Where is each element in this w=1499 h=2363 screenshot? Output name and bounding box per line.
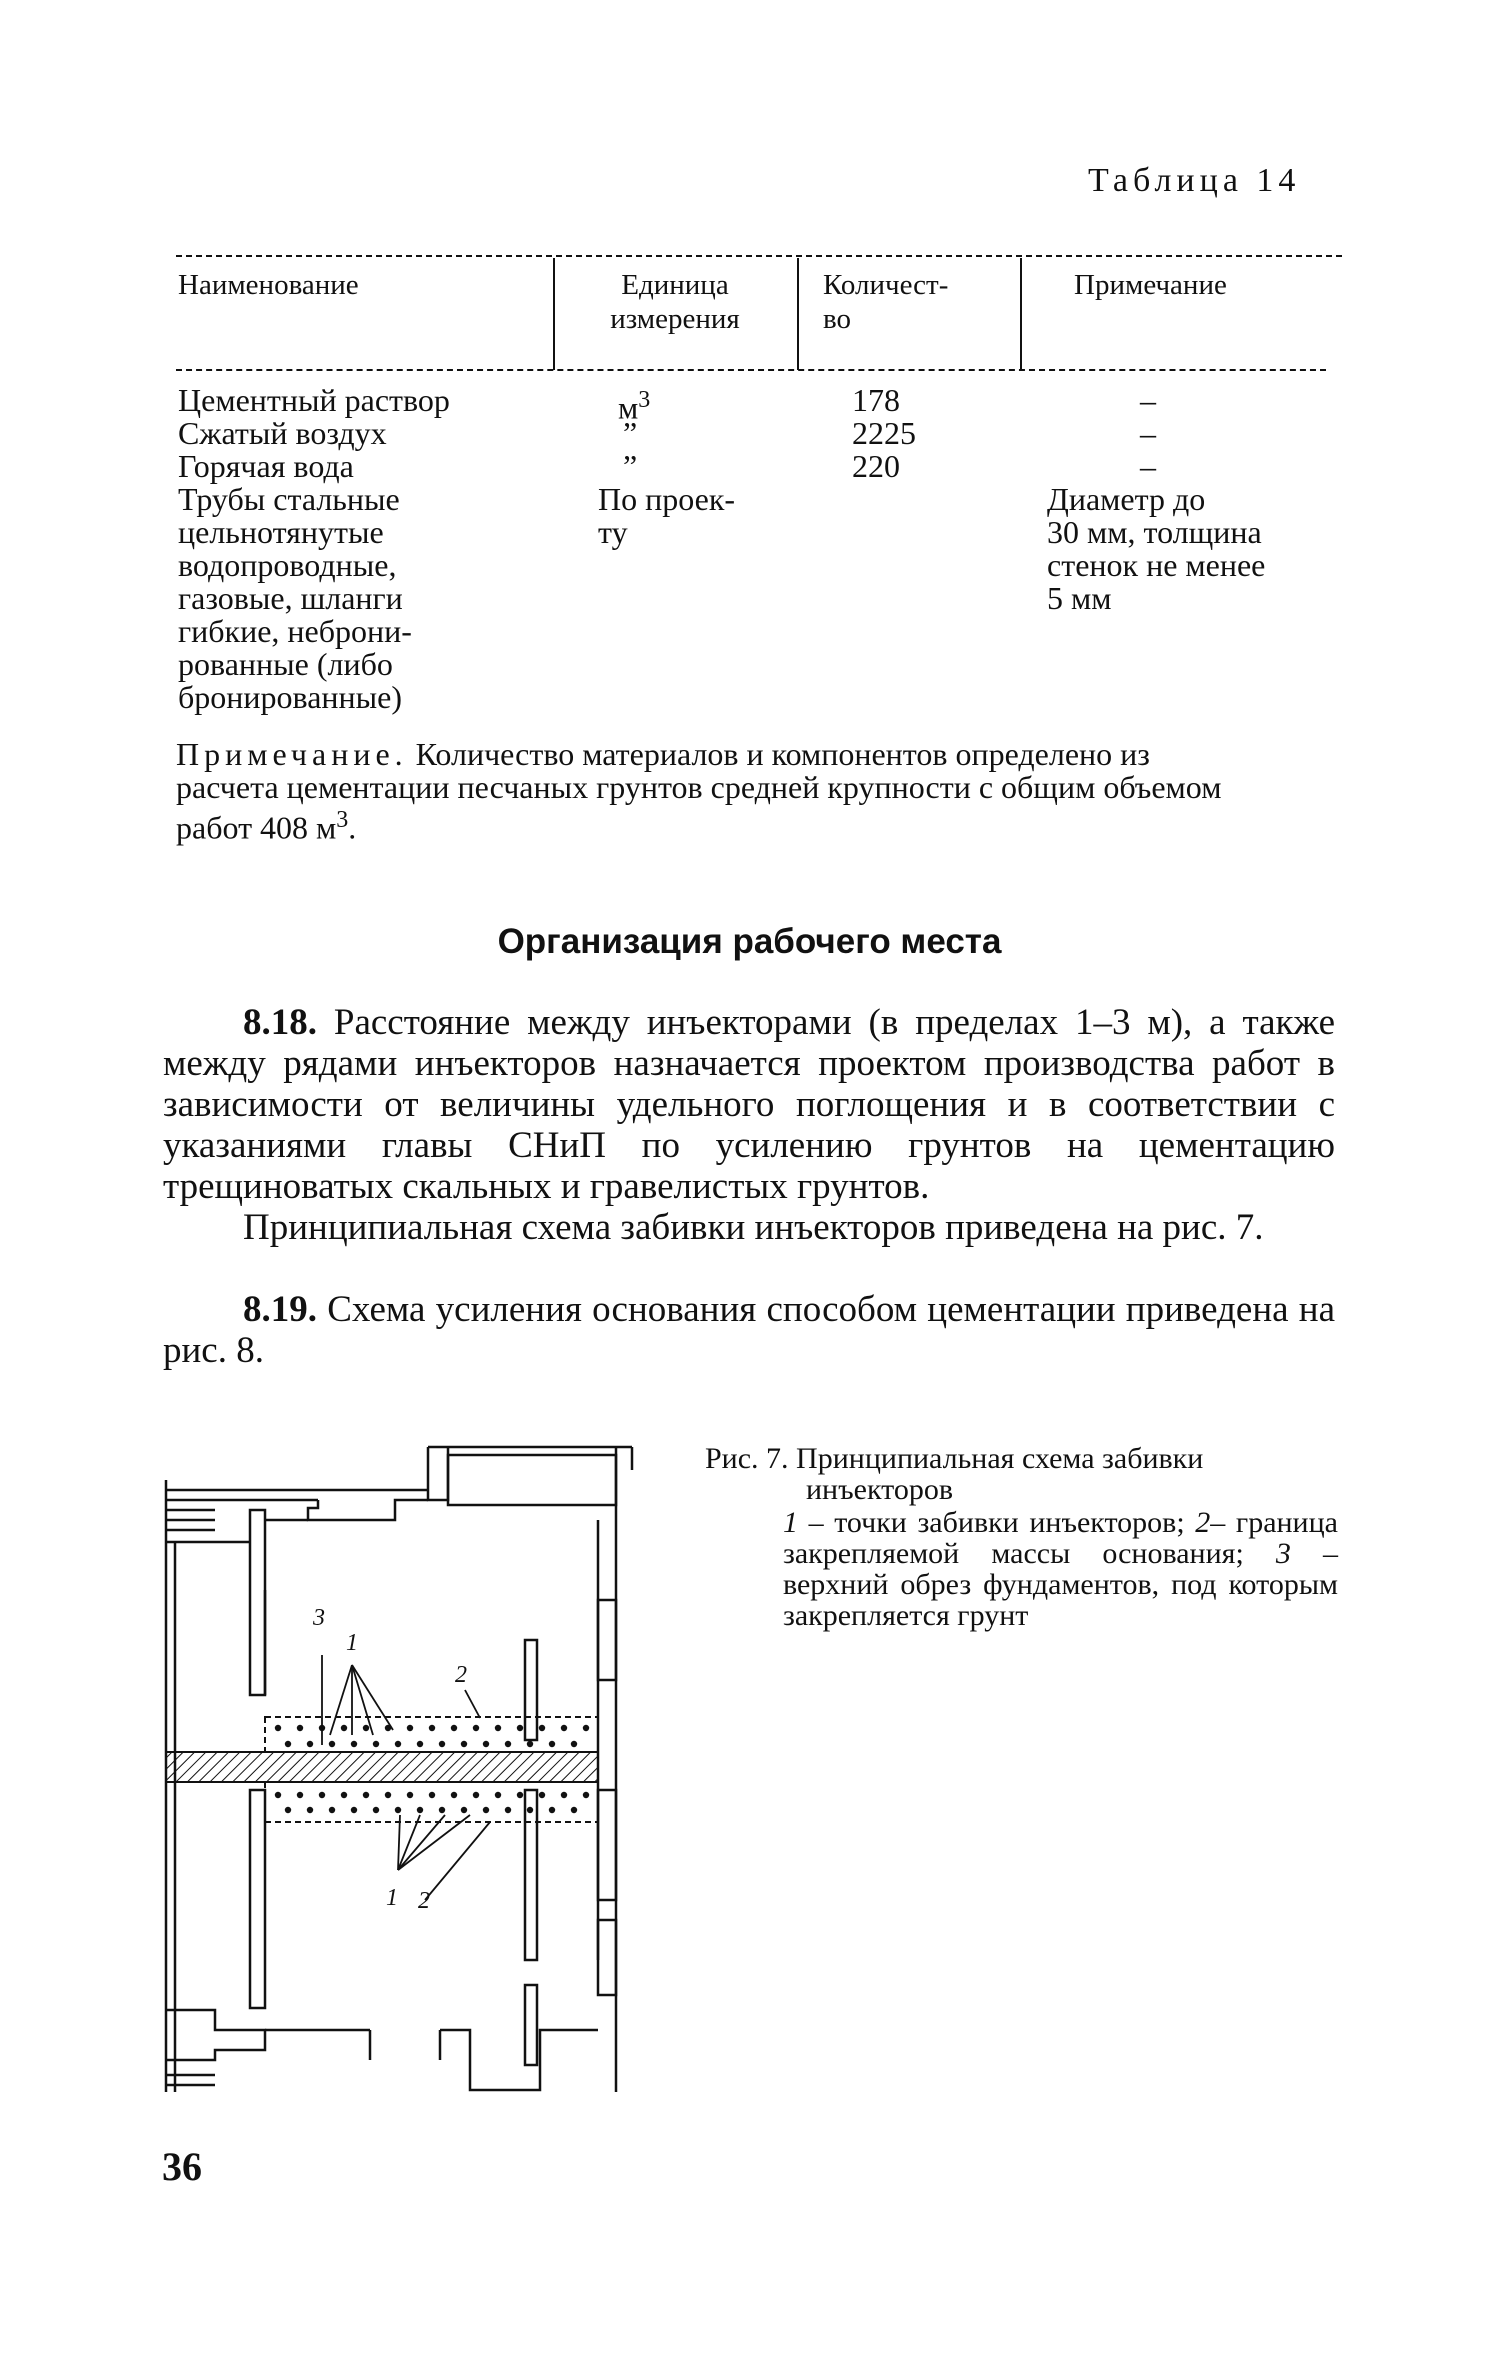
legend-text: – точки забивки инъекторов; <box>798 1506 1196 1539</box>
injection-point <box>307 1741 313 1747</box>
figure-legend <box>783 1507 1338 1631</box>
injection-point <box>473 1725 479 1731</box>
injection-point <box>439 1807 445 1813</box>
footnote-end: . <box>348 809 357 846</box>
injection-point <box>549 1741 555 1747</box>
injection-point <box>307 1807 313 1813</box>
table-row-unit: ” <box>623 448 638 484</box>
label-2-bottom: 2 <box>418 1888 430 1914</box>
paragraph-figure-ref: Принципиальная схема забивки инъекторов приведена на рис. 7. <box>243 1207 1264 1248</box>
paragraph-8-18 <box>163 1002 1335 1207</box>
injection-point <box>505 1807 511 1813</box>
table-header-note: Примечание <box>1074 269 1227 301</box>
injection-point <box>373 1741 379 1747</box>
injection-point <box>495 1792 501 1798</box>
table-top-rule <box>176 255 1342 257</box>
table-header-name: Наименование <box>178 269 359 301</box>
injection-point <box>275 1792 281 1798</box>
table-title: Таблица 14 <box>1088 162 1301 199</box>
injection-point <box>461 1741 467 1747</box>
table-col-divider <box>797 258 799 370</box>
paragraph-8-19 <box>163 1289 1335 1371</box>
injection-point <box>583 1725 589 1731</box>
injection-point <box>395 1807 401 1813</box>
injection-point <box>363 1792 369 1798</box>
footnote-sup: 3 <box>336 807 349 833</box>
injection-point <box>539 1725 545 1731</box>
paragraph-number: 8.18. <box>243 1002 317 1043</box>
legend-text: – верхний обрез фундаментов, под которым закрепляется грунт <box>783 1537 1338 1632</box>
legend-num: 2 <box>1195 1506 1211 1539</box>
paragraph-text: Расстояние между инъекторами (в пределах 1–3 м), а также между рядами инъекторов назначается проектом производства работ в зависимости от величины удельного поглощения и в соответствии с указаниями главы СНиП по усилению грунтов на цементацию трещиноватых скальных и гравелистых грунтов. <box>163 1002 1335 1207</box>
label-2-top: 2 <box>455 1662 467 1688</box>
injection-point <box>417 1807 423 1813</box>
injection-point <box>571 1807 577 1813</box>
injection-point <box>385 1792 391 1798</box>
table-row-name: Трубы стальные цельнотянутые водопроводные, газовые, шланги гибкие, неброни- рованные (либо бронированные) <box>178 481 412 715</box>
table-row-note: Диаметр до 30 мм, толщина стенок не менее 5 мм <box>1047 481 1266 616</box>
label-1-bottom: 1 <box>386 1885 398 1911</box>
legend-text: – граница закрепляемой массы основания; <box>783 1506 1338 1570</box>
label-1-top: 1 <box>346 1630 358 1656</box>
injection-point <box>329 1741 335 1747</box>
injection-point <box>495 1725 501 1731</box>
table-header-qty: Количест- во <box>823 269 949 335</box>
table-row-qty: 178 <box>852 382 900 418</box>
unit-sup: 3 <box>638 387 651 413</box>
injection-point <box>429 1725 435 1731</box>
injection-point <box>319 1792 325 1798</box>
injection-point <box>297 1792 303 1798</box>
injection-point <box>407 1792 413 1798</box>
table-row-unit: По проек- ту <box>598 481 736 550</box>
injection-point <box>571 1741 577 1747</box>
unit-text: м <box>618 389 639 426</box>
figure-caption-title: Рис. 7. Принципиальная схема забивки <box>705 1442 1204 1475</box>
soil-zone-top <box>265 1717 598 1752</box>
figure-caption-title-cont: инъекторов <box>806 1473 953 1506</box>
injection-point <box>561 1792 567 1798</box>
injection-point <box>417 1741 423 1747</box>
paragraph-number: 8.19. <box>243 1289 317 1330</box>
injection-point <box>341 1792 347 1798</box>
table-row-note: – <box>1140 415 1156 451</box>
injection-point <box>561 1725 567 1731</box>
soil-zone-bottom <box>265 1782 598 1822</box>
injection-point <box>275 1725 281 1731</box>
injection-point <box>517 1725 523 1731</box>
label-3: 3 <box>313 1605 325 1631</box>
injection-point <box>583 1792 589 1798</box>
figure-7-diagram <box>150 1430 650 2110</box>
injection-point <box>451 1792 457 1798</box>
table-row-name: Цементный раствор <box>178 382 450 418</box>
injection-point <box>341 1725 347 1731</box>
table-row-note: – <box>1140 448 1156 484</box>
footnote-label: Примечание. <box>176 736 408 772</box>
injection-point <box>351 1807 357 1813</box>
injection-point <box>351 1741 357 1747</box>
table-row-note: – <box>1140 382 1156 418</box>
section-heading: Организация рабочего места <box>497 922 1002 961</box>
injection-point <box>527 1741 533 1747</box>
injection-point <box>483 1741 489 1747</box>
injection-point <box>549 1807 555 1813</box>
injection-point <box>473 1792 479 1798</box>
injection-point <box>297 1725 303 1731</box>
injection-point <box>439 1741 445 1747</box>
table-footnote <box>176 738 1256 845</box>
injection-point <box>483 1807 489 1813</box>
page-number: 36 <box>162 2144 202 2189</box>
injection-point <box>407 1725 413 1731</box>
injection-point <box>373 1807 379 1813</box>
paragraph-text: Схема усиления основания способом цементации приведена на рис. 8. <box>163 1289 1335 1371</box>
legend-num: 1 <box>783 1506 798 1539</box>
injection-point <box>527 1807 533 1813</box>
table-row-qty: 2225 <box>852 415 916 451</box>
table-header-unit: Единица измерения <box>610 269 740 335</box>
injection-point <box>539 1792 545 1798</box>
injection-point <box>395 1741 401 1747</box>
table-row-name: Сжатый воздух <box>178 415 387 451</box>
injection-point <box>329 1807 335 1813</box>
table-row-qty: 220 <box>852 448 900 484</box>
injection-point <box>429 1792 435 1798</box>
injection-point <box>285 1741 291 1747</box>
injection-point <box>505 1741 511 1747</box>
footnote-text: Количество материалов и компонентов определено из расчета цементации песчаных грунтов средней крупности с общим объемом работ 408 м <box>176 736 1222 846</box>
injection-point <box>285 1807 291 1813</box>
table-header-rule <box>176 369 1326 371</box>
table-row-name: Горячая вода <box>178 448 354 484</box>
table-col-divider <box>1020 258 1022 370</box>
foundation-band <box>166 1752 598 1782</box>
injection-point <box>451 1725 457 1731</box>
table-row-unit: ” <box>623 415 638 451</box>
injection-point <box>517 1792 523 1798</box>
table-col-divider <box>553 258 555 370</box>
injection-point <box>461 1807 467 1813</box>
legend-num: 3 <box>1275 1537 1291 1570</box>
injection-point <box>363 1725 369 1731</box>
